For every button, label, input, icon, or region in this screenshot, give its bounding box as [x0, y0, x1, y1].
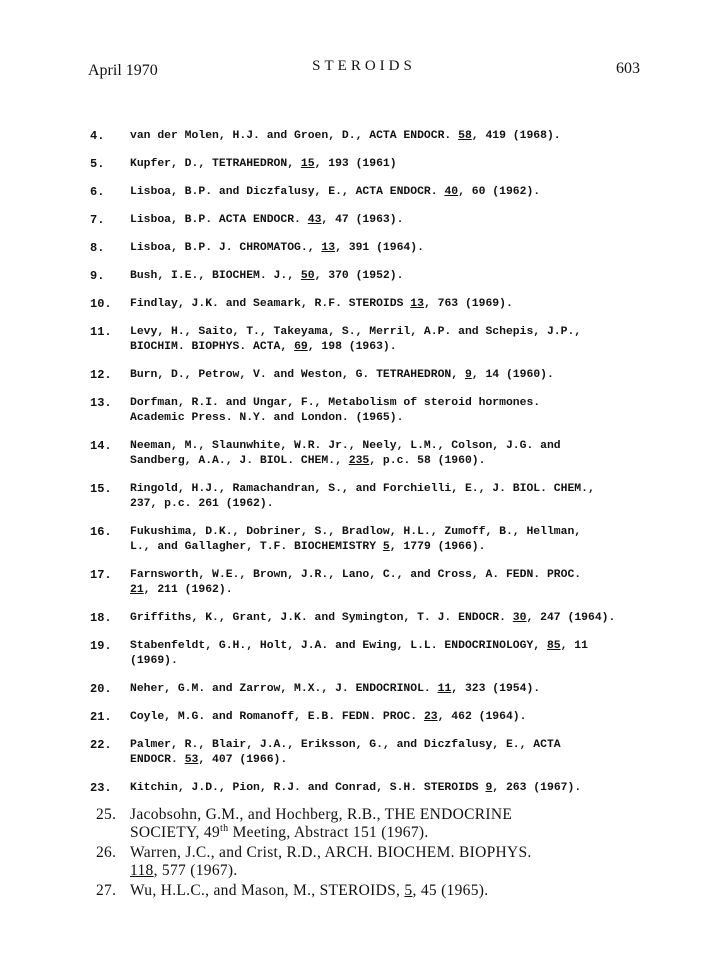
reference-text: Warren, J.C., and Crist, R.D., ARCH. BIOCHEM. BIOPHYS. [130, 844, 532, 861]
reference-entry [88, 185, 668, 200]
reference-text: SOCIETY, 49 [130, 824, 220, 841]
reference-number: 4. [90, 129, 105, 143]
reference-text: Wu, H.L.C., and Mason, M., STEROIDS, [130, 882, 405, 899]
reference-text: Levy, H., Saito, T., Takeyama, S., Merril, A.P. and Schepis, J.P., [130, 326, 582, 338]
volume-number: 5 [404, 882, 413, 899]
reference-line [130, 213, 668, 228]
reference-line [130, 129, 668, 144]
header-journal-title: STEROIDS [312, 58, 416, 74]
reference-line [130, 396, 668, 411]
volume-number: 58 [458, 130, 472, 142]
reference-text: Neher, G.M. and Zarrow, M.X., J. ENDOCRINOL. [130, 683, 438, 695]
volume-number: 30 [512, 612, 527, 624]
reference-number: 21. [90, 710, 112, 724]
volume-number: 118 [130, 862, 154, 879]
reference-text: Kitchin, J.D., Pion, R.J. and Conrad, S.H. STEROIDS [130, 782, 486, 794]
reference-number: 12. [90, 368, 112, 382]
reference-number: 25. [96, 806, 117, 823]
reference-text: van der Molen, H.J. and Groen, D., ACTA ENDOCR. [130, 130, 459, 142]
reference-text: , 14 (1960). [471, 369, 554, 381]
reference-entry [88, 157, 668, 172]
reference-entry [88, 269, 668, 284]
reference-number: 16. [90, 525, 112, 539]
reference-text: Stabenfeldt, G.H., Holt, J.A. and Ewing, L.L. ENDOCRINOLOGY, [130, 640, 547, 652]
reference-text: Fukushima, D.K., Dobriner, S., Bradlow, H.L., Zumoff, B., Hellman, [130, 526, 582, 538]
reference-number: 10. [90, 297, 112, 311]
reference-number: 9. [90, 269, 105, 283]
reference-number: 15. [90, 482, 112, 496]
volume-number: 53 [184, 754, 199, 766]
reference-line [130, 639, 668, 654]
reference-line [130, 611, 668, 626]
volume-number: 43 [307, 214, 322, 226]
reference-text: Meeting, Abstract 151 (1967). [228, 824, 429, 841]
reference-line [130, 824, 668, 842]
volume-number: 11 [437, 683, 452, 695]
reference-entry [88, 738, 668, 768]
reference-text: , 323 (1954). [451, 683, 541, 695]
volume-number: 50 [300, 270, 315, 282]
reference-entry [88, 710, 668, 725]
reference-text: , 1779 (1966). [389, 541, 486, 553]
reference-text: , 407 (1966). [198, 754, 288, 766]
reference-text: Coyle, M.G. and Romanoff, E.B. FEDN. PROC. [130, 711, 424, 723]
reference-text: ENDOCR. [130, 754, 185, 766]
volume-number: 235 [348, 455, 370, 467]
reference-text: , 370 (1952). [314, 270, 404, 282]
reference-line [130, 185, 668, 200]
reference-text: , 47 (1963). [321, 214, 404, 226]
reference-line [130, 540, 668, 555]
reference-text: , 391 (1964). [335, 242, 424, 254]
reference-number: 19. [90, 639, 112, 653]
reference-text: , p.c. 58 (1960). [369, 455, 486, 467]
reference-line [130, 583, 668, 598]
reference-entry [88, 213, 668, 228]
reference-text: Neeman, M., Slaunwhite, W.R. Jr., Neely, L.M., Colson, J.G. and [130, 440, 561, 452]
reference-line [130, 368, 668, 383]
reference-line [130, 525, 668, 540]
reference-line [130, 454, 668, 469]
reference-number: 11. [90, 325, 112, 339]
reference-entry [88, 241, 668, 256]
reference-line [130, 654, 668, 669]
reference-number: 14. [90, 439, 112, 453]
reference-entry [88, 806, 668, 842]
reference-text: , 45 (1965). [412, 882, 489, 899]
reference-list [88, 116, 668, 900]
reference-number: 18. [90, 611, 112, 625]
reference-text: (1969). [130, 655, 178, 667]
reference-number: 26. [96, 844, 117, 861]
reference-text: 237, p.c. 261 (1962). [130, 498, 274, 510]
reference-text: Lisboa, B.P. J. CHROMATOG., [130, 242, 322, 254]
reference-line [130, 297, 668, 312]
reference-text: , 211 (1962). [143, 584, 233, 596]
reference-text: Sandberg, A.A., J. BIOL. CHEM., [130, 455, 349, 467]
reference-text: , 11 [560, 640, 588, 652]
volume-number: 15 [300, 158, 315, 170]
reference-number: 5. [90, 157, 105, 171]
reference-line [130, 241, 668, 256]
reference-line [130, 862, 668, 880]
volume-number: 9 [485, 782, 493, 794]
reference-entry [88, 844, 668, 880]
reference-text: Burn, D., Petrow, V. and Weston, G. TETRAHEDRON, [130, 369, 465, 381]
reference-text: Lisboa, B.P. and Diczfalusy, E., ACTA ENDOCR. [130, 186, 445, 198]
reference-line [130, 568, 668, 583]
reference-line [130, 710, 668, 725]
reference-text: , 193 (1961) [314, 158, 397, 170]
volume-number: 13 [321, 242, 336, 254]
reference-text: Kupfer, D., TETRAHEDRON, [130, 158, 301, 170]
reference-text: Farnsworth, W.E., Brown, J.R., Lano, C., and Cross, A. FEDN. PROC. [130, 569, 582, 581]
reference-number: 6. [90, 185, 105, 199]
reference-line [130, 844, 668, 862]
reference-line [130, 682, 668, 697]
volume-number: 23 [423, 711, 438, 723]
reference-entry [88, 611, 668, 626]
reference-number: 20. [90, 682, 112, 696]
reference-line [130, 497, 668, 512]
reference-text: L., and Gallagher, T.F. BIOCHEMISTRY [130, 541, 383, 553]
reference-line [130, 482, 668, 497]
reference-number: 22. [90, 738, 112, 752]
reference-line [130, 738, 668, 753]
header-page-number: 603 [616, 60, 640, 77]
volume-number: 69 [294, 341, 308, 353]
reference-number: 27. [96, 882, 117, 899]
reference-number: 7. [90, 213, 105, 227]
reference-text: Dorfman, R.I. and Ungar, F., Metabolism of steroid hormones. [130, 397, 541, 409]
reference-text: , 198 (1963). [307, 341, 397, 353]
reference-entry [88, 368, 668, 383]
reference-line [130, 781, 668, 796]
reference-line [130, 753, 668, 768]
reference-entry [88, 129, 668, 144]
volume-number: 13 [410, 298, 424, 310]
reference-text: Findlay, J.K. and Seamark, R.F. STEROIDS [130, 298, 411, 310]
reference-entry [88, 568, 668, 598]
reference-entry [88, 482, 668, 512]
reference-line [130, 806, 668, 824]
reference-text: , 419 (1968). [471, 130, 561, 142]
reference-text: Academic Press. N.Y. and London. (1965). [130, 412, 404, 424]
volume-number: 40 [444, 186, 459, 198]
reference-text: BIOCHIM. BIOPHYS. ACTA, [130, 341, 295, 353]
reference-number: 17. [90, 568, 112, 582]
volume-number: 5 [382, 541, 390, 553]
reference-text: , 60 (1962). [458, 186, 541, 198]
reference-number: 8. [90, 241, 105, 255]
reference-line [130, 157, 668, 172]
reference-entry [88, 396, 668, 426]
reference-text: Palmer, R., Blair, J.A., Eriksson, G., and Diczfalusy, E., ACTA [130, 739, 561, 751]
reference-line [130, 411, 668, 426]
reference-line [130, 325, 668, 340]
reference-line [130, 439, 668, 454]
reference-text: Jacobsohn, G.M., and Hochberg, R.B., THE ENDOCRINE [130, 806, 513, 823]
reference-entry [88, 525, 668, 555]
reference-entry [88, 297, 668, 312]
reference-text: , 462 (1964). [437, 711, 527, 723]
reference-text: Lisboa, B.P. ACTA ENDOCR. [130, 214, 308, 226]
reference-line [130, 340, 668, 355]
header-date: April 1970 [88, 62, 158, 79]
reference-text: Ringold, H.J., Ramachandran, S., and Forchielli, E., J. BIOL. CHEM., [130, 483, 595, 495]
reference-number: 13. [90, 396, 112, 410]
volume-number: 85 [546, 640, 561, 652]
page-header [88, 58, 640, 82]
reference-text: , 763 (1969). [423, 298, 513, 310]
reference-entry [88, 439, 668, 469]
reference-line [130, 269, 668, 284]
volume-number: 9 [464, 369, 472, 381]
reference-entry [88, 325, 668, 355]
volume-number: 21 [130, 584, 144, 596]
reference-text: , 263 (1967). [492, 782, 582, 794]
reference-entry [88, 781, 668, 796]
reference-entry [88, 882, 668, 900]
reference-text: th [220, 822, 229, 834]
reference-line [130, 882, 668, 900]
reference-entry [88, 639, 668, 669]
reference-number: 23. [90, 781, 112, 795]
reference-text: Bush, I.E., BIOCHEM. J., [130, 270, 301, 282]
reference-text: Griffiths, K., Grant, J.K. and Symington, T. J. ENDOCR. [130, 612, 513, 624]
reference-text: , 577 (1967). [153, 862, 238, 879]
reference-text: , 247 (1964). [526, 612, 616, 624]
reference-entry [88, 682, 668, 697]
